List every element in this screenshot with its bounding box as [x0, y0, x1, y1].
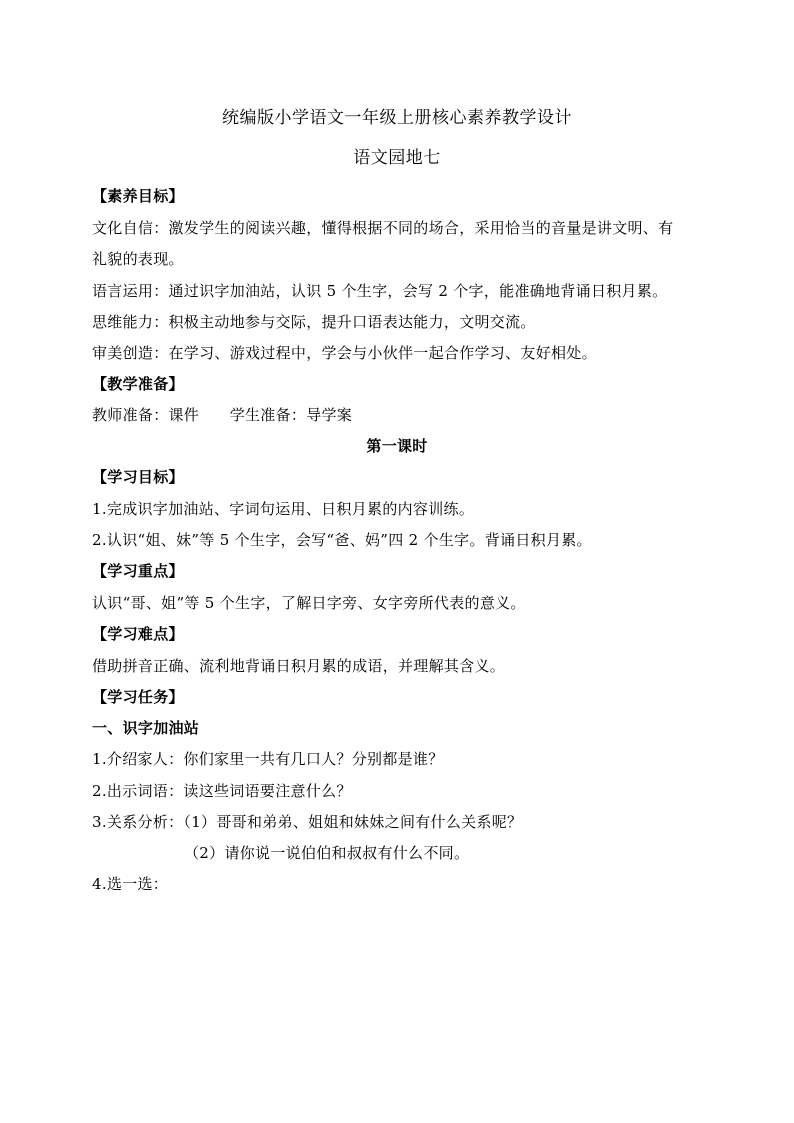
section-heading-preparation: 【教学准备】: [92, 375, 184, 393]
section-heading-literacy-goals: 【素养目标】: [92, 187, 184, 205]
paragraph-thinking: 思维能力：积极主动地参与交际，提升口语表达能力，文明交流。: [92, 313, 536, 331]
section-heading-key-points: 【学习重点】: [92, 562, 184, 580]
page-title: 统编版小学语文一年级上册核心素养教学设计: [222, 108, 572, 128]
paragraph-culture-line2: 礼貌的表现。: [92, 250, 184, 268]
list-item-goal-1: 1.完成识字加油站、字词句运用、日积月累的内容训练。: [92, 500, 475, 518]
paragraph-culture-line1: 文化自信：激发学生的阅读兴趣，懂得根据不同的场合，采用恰当的音量是讲文明、有: [92, 219, 674, 237]
list-item-task-3: 3.关系分析：（1）哥哥和弟弟、姐姐和妹妹之间有什么关系呢？: [92, 813, 523, 831]
lesson-title: 第一课时: [366, 437, 428, 455]
list-item-goal-2: 2.认识“姐、妹”等 5 个生字，会写“爸、妈”四 2 个生字。背诵日积月累。: [92, 531, 592, 549]
paragraph-aesthetic: 审美创造：在学习、游戏过程中，学会与小伙伴一起合作学习、友好相处。: [92, 344, 597, 362]
subsection-heading-literacy-station: 一、识字加油站: [92, 719, 200, 737]
paragraph-language: 语言运用：通过识字加油站，认识 5 个生字，会写 2 个字，能准确地背诵日积月累。: [92, 282, 668, 300]
paragraph-preparation: 教师准备：课件 学生准备：导学案: [92, 406, 353, 424]
paragraph-key-points: 认识“哥、姐”等 5 个生字，了解日字旁、女字旁所代表的意义。: [92, 594, 526, 612]
list-item-task-1: 1.介绍家人：你们家里一共有几口人？分别都是谁？: [92, 750, 444, 768]
section-heading-difficulties: 【学习难点】: [92, 625, 184, 643]
list-item-task-3-sub: （2）请你说一说伯伯和叔叔有什么不同。: [184, 844, 470, 862]
section-heading-learning-goals: 【学习目标】: [92, 468, 184, 486]
page-subtitle: 语文园地七: [353, 148, 441, 168]
section-heading-tasks: 【学习任务】: [92, 688, 184, 706]
list-item-task-4: 4.选一选：: [92, 875, 169, 893]
list-item-task-2: 2.出示词语：读这些词语要注意什么？: [92, 782, 352, 800]
paragraph-difficulties: 借助拼音正确、流利地背诵日积月累的成语，并理解其含义。: [92, 657, 506, 675]
